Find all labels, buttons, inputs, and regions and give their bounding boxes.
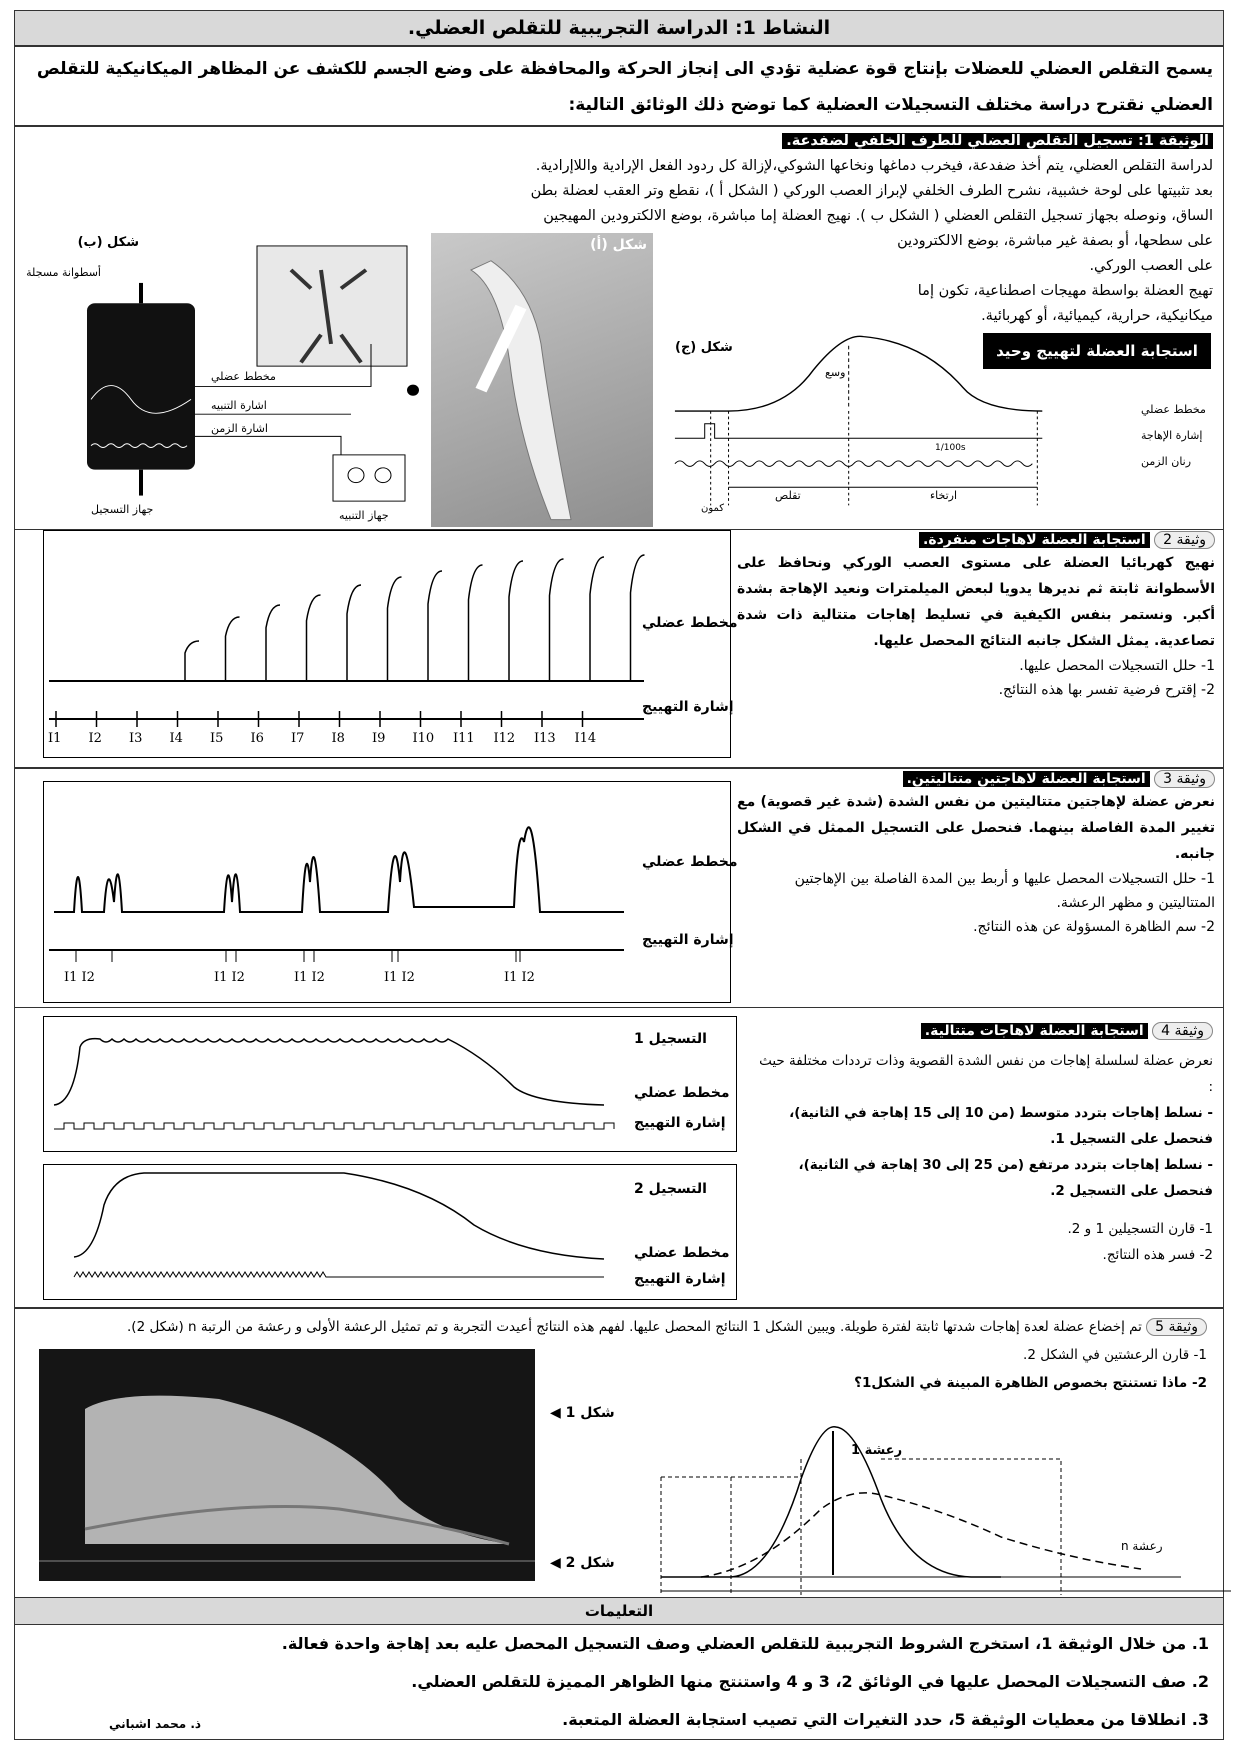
twitch-1-label: رعشة 1 [851, 1443, 903, 1458]
doc1-label: الوثيقة 1: تسجيل التقلص العضلي للطرف الخلفي لضفدعة. [782, 133, 1213, 149]
doc2-figure [43, 530, 738, 758]
stim-tick-label: I8 [331, 731, 345, 746]
doc3-section [14, 768, 1224, 1008]
stim-tick-label: I4 [169, 731, 183, 746]
doc5-question: 1- قارن الرعشتين في الشكل 2. [1023, 1347, 1207, 1363]
stim-label: إشارة التهييج [642, 699, 734, 715]
instructions-header: التعليمات [14, 1597, 1224, 1625]
twitch-mark [428, 571, 442, 681]
muscle-label: مخطط عضلي [642, 854, 738, 870]
doc5-section [14, 1308, 1224, 1598]
doc1-line: بعد تثبيتها على لوحة خشبية، نشرح الطرف الخلفي لإبراز العصب الوركي ( الشكل أ )، نقطع وتر العقب لعضلة بطن [530, 183, 1213, 199]
recording-1-label: التسجيل 1 [634, 1031, 707, 1047]
single-stimuli-trace [44, 531, 732, 759]
author-name: ذ. محمد اشباني [109, 1717, 202, 1731]
muscle-label: مخطط عضلي [634, 1245, 730, 1261]
twitch-comparison-figure [641, 1419, 1231, 1595]
doc4-bullet: - نسلط إهاجات بتردد مرتفع (من 25 إلى 30 إهاجة في الثانية)، فنحصل على التسجيل 2. [798, 1157, 1213, 1199]
twitch-mark [307, 595, 321, 681]
doc3-question: 1- حلل التسجيلات المحصل عليها و أربط بين المدة الفاصلة بين الإهاجتين المتتاليتين و مظهر الرعشة. [794, 871, 1215, 911]
contraction-label: تقلص [775, 489, 801, 502]
twitch-mark [469, 565, 483, 681]
doc2-label: استجابة العضلة لاهاجات منفردة. [919, 532, 1150, 548]
doc4-bullet: - نسلط إهاجات بتردد متوسط (من 10 إلى 15 إهاجة في الثانية)، فنحصل على التسجيل 1. [789, 1105, 1213, 1147]
page-title: النشاط 1: الدراسة التجريبية للتقلص العضلي. [14, 10, 1224, 46]
relaxation-label: ارتخاء [930, 489, 958, 502]
stim-tick-label: I7 [291, 731, 305, 746]
doc1-line: على العصب الوركي. [1089, 258, 1213, 274]
stim-label: إشارة الإهاجة [1141, 429, 1203, 442]
doc4-text [753, 1018, 1213, 1268]
twitch-mark [590, 557, 604, 681]
doc1-line: على سطحها، أو بصفة غير مباشرة، بوضع الالكترودين [897, 233, 1213, 249]
recording-2 [43, 1164, 737, 1300]
doc3-question: 2- سم الظاهرة المسؤولة عن هذه النتائج. [973, 919, 1215, 935]
twitch-n-label: رعشة n [1121, 1539, 1163, 1553]
stim-tick-label: I12 [493, 731, 516, 746]
fig-b-apparatus [21, 233, 429, 527]
doc4-question: 2- فسر هذه النتائج. [1102, 1247, 1213, 1263]
stim-pair-label: I1 I2 [504, 970, 535, 985]
doc2-section [14, 530, 1224, 768]
fatigue-recording-photo [39, 1349, 535, 1581]
stim-tick-label: I11 [453, 731, 475, 746]
fig-c-label: شكل (ج) [675, 340, 733, 355]
stim-tick-label: I3 [129, 731, 143, 746]
stim-pair-label: I1 I2 [294, 970, 325, 985]
doc3-label: استجابة العضلة لاهاجتين متتاليتين. [903, 771, 1150, 787]
stim-pair-label: I1 I2 [64, 970, 95, 985]
recording-2-label: التسجيل 2 [634, 1181, 707, 1197]
stim-tick-label: I5 [210, 731, 224, 746]
time-signal-label: اشارة الزمن [211, 422, 268, 435]
doc1-line: تهيج العضلة بواسطة مهيجات اصطناعية، تكون إما [917, 283, 1213, 299]
doc4-label: استجابة العضلة لاهاجات متتالية. [921, 1023, 1148, 1039]
fig-b-label: شكل (ب) [77, 235, 139, 250]
amplitude-label: وسع [825, 366, 846, 379]
fig-c-twitch [665, 333, 1221, 529]
doc4-badge: وثيقة 4 [1152, 1022, 1213, 1040]
intro-text: يسمح التقلص العضلي للعضلات بإنتاج قوة عضلية تؤدي الى إنجاز الحركة والمحافظة على وضع الجسم للكشف عن المظاهر الميكانيكية للتقلص العضلي نقترح دراسة مختلف التسجيلات العضلية كما توضح ذلك الوثائق التالية: [14, 46, 1224, 126]
twitch-mark [347, 585, 361, 681]
doc2-question: 1- حلل التسجيلات المحصل عليها. [1019, 658, 1215, 674]
twitch-mark [226, 617, 240, 681]
latent-label: كمون [701, 503, 725, 514]
time-label: رنان الزمن [1141, 455, 1192, 468]
muscle-label: مخطط عضلي [634, 1085, 730, 1101]
doc4-paragraph: نعرض عضلة لسلسلة إهاجات من نفس الشدة القصوية وذات ترددات مختلفة حيث : [759, 1053, 1213, 1095]
stim-label: إشارة التهييج [642, 932, 734, 948]
instruction-item: 1. من خلال الوثيقة 1، استخرج الشروط التجريبية للتقلص العضلي وصف التسجيل المحصل عليه بعد إهاجة واحدة فعالة. [281, 1634, 1209, 1653]
stim-tick-label: I6 [250, 731, 264, 746]
twitch-mark [185, 641, 199, 681]
doc1-line: لدراسة التقلص العضلي، يتم أخذ ضفدعة، فيخرب دماغها ونخاعها الشوكي،لإزالة كل ردود الفعل الإرادية واللاإرادية. [535, 158, 1213, 174]
doc3-badge: وثيقة 3 [1154, 770, 1215, 788]
fatigue-trace [39, 1349, 535, 1581]
doc2-badge: وثيقة 2 [1154, 531, 1215, 549]
stimulator-label: جهاز التنبيه [339, 509, 389, 522]
doc2-paragraph: نهيج كهربائيا العضلة على مستوى العصب الوركي ونحافظ على الأسطوانة ثابتة ثم نديرها يدويا لبعض الميلمترات ونعيد الإهاجة بشدة أكبر. ونستمر بنفس الكيفية في تسليط إهاجات متتالية ذات شدة تصاعدية. يمثل الشكل جانبه النتائج المحصل عليها. [737, 555, 1215, 649]
fig2-label: شكل 2 ◀ [550, 1555, 615, 1571]
recording-1 [43, 1016, 737, 1152]
doc5-paragraph: تم إخضاع عضلة لعدة إهاجات شدتها ثابتة لفترة طويلة. ويبين الشكل 1 النتائج المحصل عليها. لفهم هذه النتائج أعيدت التجربة و تم تمثيل الرعشة الأولى و رعشة من الرتبة n (شكل 2). [127, 1319, 1142, 1335]
doc2-text [737, 532, 1215, 702]
doc5-badge: وثيقة 5 [1146, 1318, 1207, 1336]
doc4-question: 1- قارن التسجيلين 1 و 2. [1067, 1221, 1213, 1237]
stim-tick-label: I13 [534, 731, 556, 746]
stim-pair-label: I1 I2 [214, 970, 245, 985]
recorder-label: جهاز التسجيل [91, 503, 154, 516]
instruction-item: 3. انطلاقا من معطيات الوثيقة 5، حدد التغيرات التي تصيب استجابة العضلة المتعبة. [562, 1710, 1209, 1729]
twitch-mark [388, 577, 402, 681]
doc2-question: 2- إقترح فرضية تفسر بها هذه النتائج. [998, 682, 1215, 698]
doc5-question: 2- ماذا تستنتج بخصوص الظاهرة المبينة في الشكل1؟ [854, 1375, 1207, 1391]
stim-pair-label: I1 I2 [384, 970, 415, 985]
stim-signal-label: اشارة التنبيه [211, 399, 267, 412]
twitch-mark [550, 559, 564, 681]
fig-a-label: شكل (أ) [590, 237, 647, 253]
fig-c-title: استجابة العضلة لتهييج وحيد [983, 333, 1211, 369]
stim-label: إشارة التهييج [634, 1115, 726, 1131]
stim-tick-label: I1 [48, 731, 62, 746]
doc3-text [737, 771, 1215, 939]
doc3-paragraph: نعرض عضلة لإهاجتين متتاليتين من نفس الشدة (شدة غير قصوية) مع تغيير المدة الفاصلة بينهما. فنحصل على التسجيل الممثل في الشكل جانبه. [737, 794, 1215, 862]
stim-tick-label: I2 [88, 731, 102, 746]
twitch-mark [509, 561, 523, 681]
doc1-line: ميكانيكية، حرارية، كيميائية، أو كهربائية. [981, 308, 1213, 324]
doc1-line: الساق، ونوصله بجهاز تسجيل التقلص العضلي ( الشكل ب ). نهيج العضلة إما مباشرة، بوضع الالكترودين المهيجين [543, 208, 1213, 224]
stim-tick-label: I9 [372, 731, 386, 746]
stim-tick-label: I14 [574, 731, 597, 746]
instruction-item: 2. صف التسجيلات المحصل عليها في الوثائق 2، 3 و 4 واستنتج منها الظواهر المميزة للتقلص العضلي. [411, 1672, 1209, 1691]
fig1-label: شكل 1 ◀ [550, 1405, 615, 1421]
frog-leg-photo [431, 233, 653, 527]
muscle-label: مخطط عضلي [1141, 403, 1206, 416]
twitch-mark [266, 605, 280, 681]
frog-leg-drawing [431, 233, 653, 527]
muscle-trace-label: مخطط عضلي [211, 370, 276, 383]
stim-label: إشارة التهييج [634, 1271, 726, 1287]
instructions-list [14, 1625, 1224, 1740]
doc3-figure [43, 781, 738, 1003]
stim-tick-label: I10 [412, 731, 435, 746]
doc4-section [14, 1008, 1224, 1308]
cylinder-label: أسطوانة مسجلة [26, 266, 101, 279]
muscle-label: مخطط عضلي [642, 615, 738, 631]
twitch-comparison-curves [641, 1419, 1231, 1595]
period-label: 1/100s [935, 443, 966, 453]
doc1-section [14, 126, 1224, 530]
